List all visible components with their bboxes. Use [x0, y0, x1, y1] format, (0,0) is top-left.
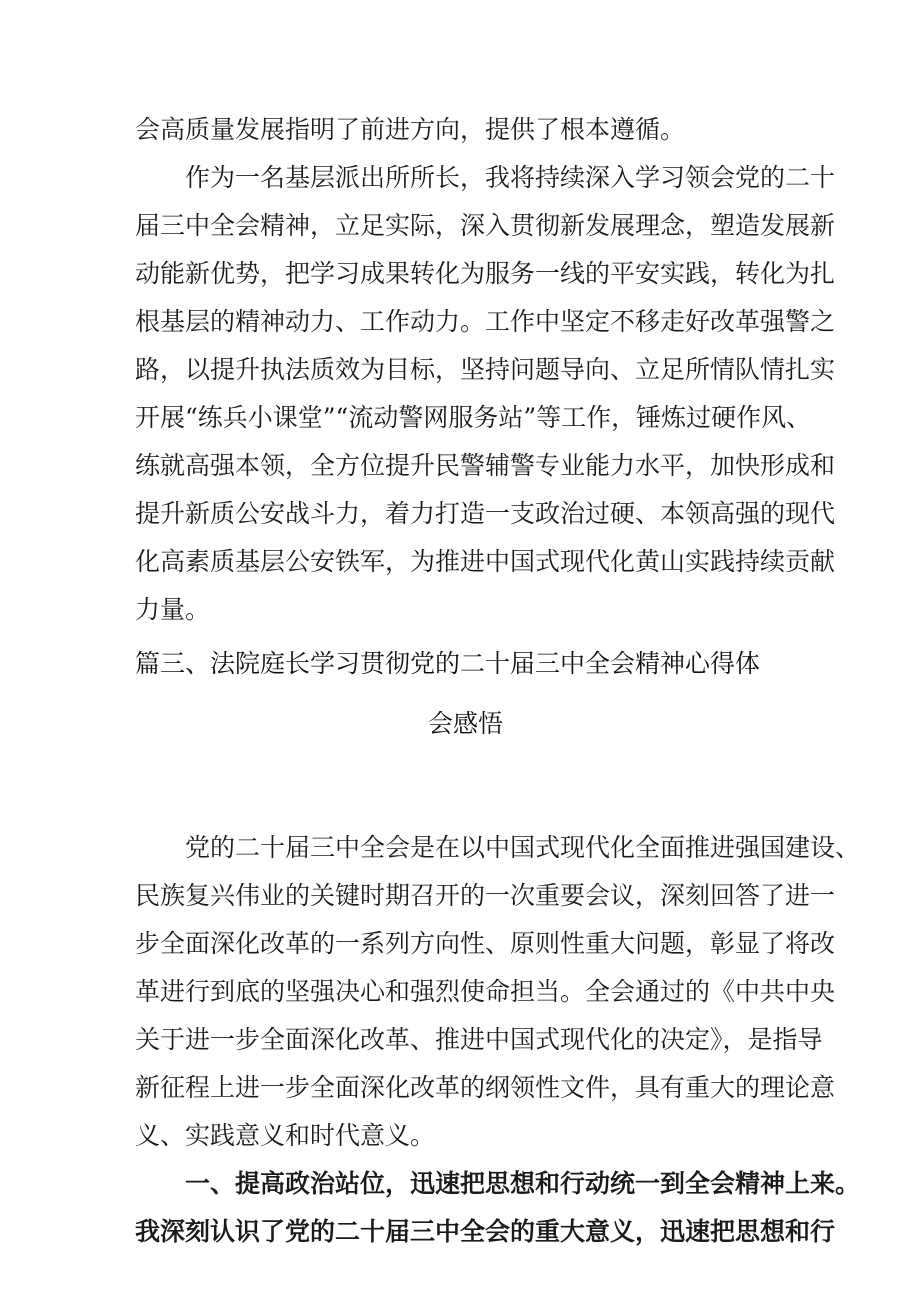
- paragraph-line: 义、实践意义和时代意义。: [135, 1121, 436, 1150]
- paragraph-line: 步全面深化改革的一系列方向性、原则性重大问题，彰显了将改: [135, 929, 836, 958]
- paragraph-line: 党的二十届三中全会是在以中国式现代化全面推进强国建设、: [185, 833, 861, 862]
- paragraph-line: 提升新质公安战斗力，着力打造一支政治过硬、本领高强的现代: [135, 499, 836, 528]
- paragraph-line: 会高质量发展指明了前进方向，提供了根本遵循。: [135, 115, 686, 144]
- paragraph-line: 革进行到底的坚强决心和强烈使命担当。全会通过的《中共中央: [135, 977, 836, 1006]
- section-title-continuation: 会感悟: [428, 709, 504, 738]
- paragraph-line: 民族复兴伟业的关键时期召开的一次重要会议，深刻回答了进一: [135, 881, 836, 910]
- paragraph-line: 化高素质基层公安铁军，为推进中国式现代化黄山实践持续贡献: [135, 547, 836, 576]
- paragraph-line: 路，以提升执法质效为目标，坚持问题导向、立足所情队情扎实: [135, 355, 836, 384]
- paragraph-line: 作为一名基层派出所所长，我将持续深入学习领会党的二十: [185, 163, 836, 192]
- paragraph-line: 届三中全会精神，立足实际，深入贯彻新发展理念，塑造发展新: [135, 211, 836, 240]
- paragraph-line: 根基层的精神动力、工作动力。工作中坚定不移走好改革强警之: [135, 307, 836, 336]
- paragraph-line: 关于进一步全面深化改革、推进中国式现代化的决定》，是指导: [135, 1025, 823, 1054]
- paragraph-line: 练就高强本领，全方位提升民警辅警专业能力水平，加快形成和: [135, 451, 836, 480]
- paragraph-line: 力量。: [135, 595, 211, 624]
- paragraph-line: 动能新优势，把学习成果转化为服务一线的平安实践，转化为扎: [135, 259, 836, 288]
- bold-paragraph-line: 我深刻认识了党的二十届三中全会的重大意义，迅速把思想和行: [135, 1217, 836, 1246]
- paragraph-line: 开展“练兵小课堂”“流动警网服务站”等工作，锤炼过硬作风、: [135, 403, 812, 432]
- bold-subheading-line: 一、提高政治站位，迅速把思想和行动统一到全会精神上来。: [185, 1169, 861, 1198]
- section-title: 篇三、法院庭长学习贯彻党的二十届三中全会精神心得体: [135, 649, 761, 678]
- paragraph-line: 新征程上进一步全面深化改革的纲领性文件，具有重大的理论意: [135, 1073, 836, 1102]
